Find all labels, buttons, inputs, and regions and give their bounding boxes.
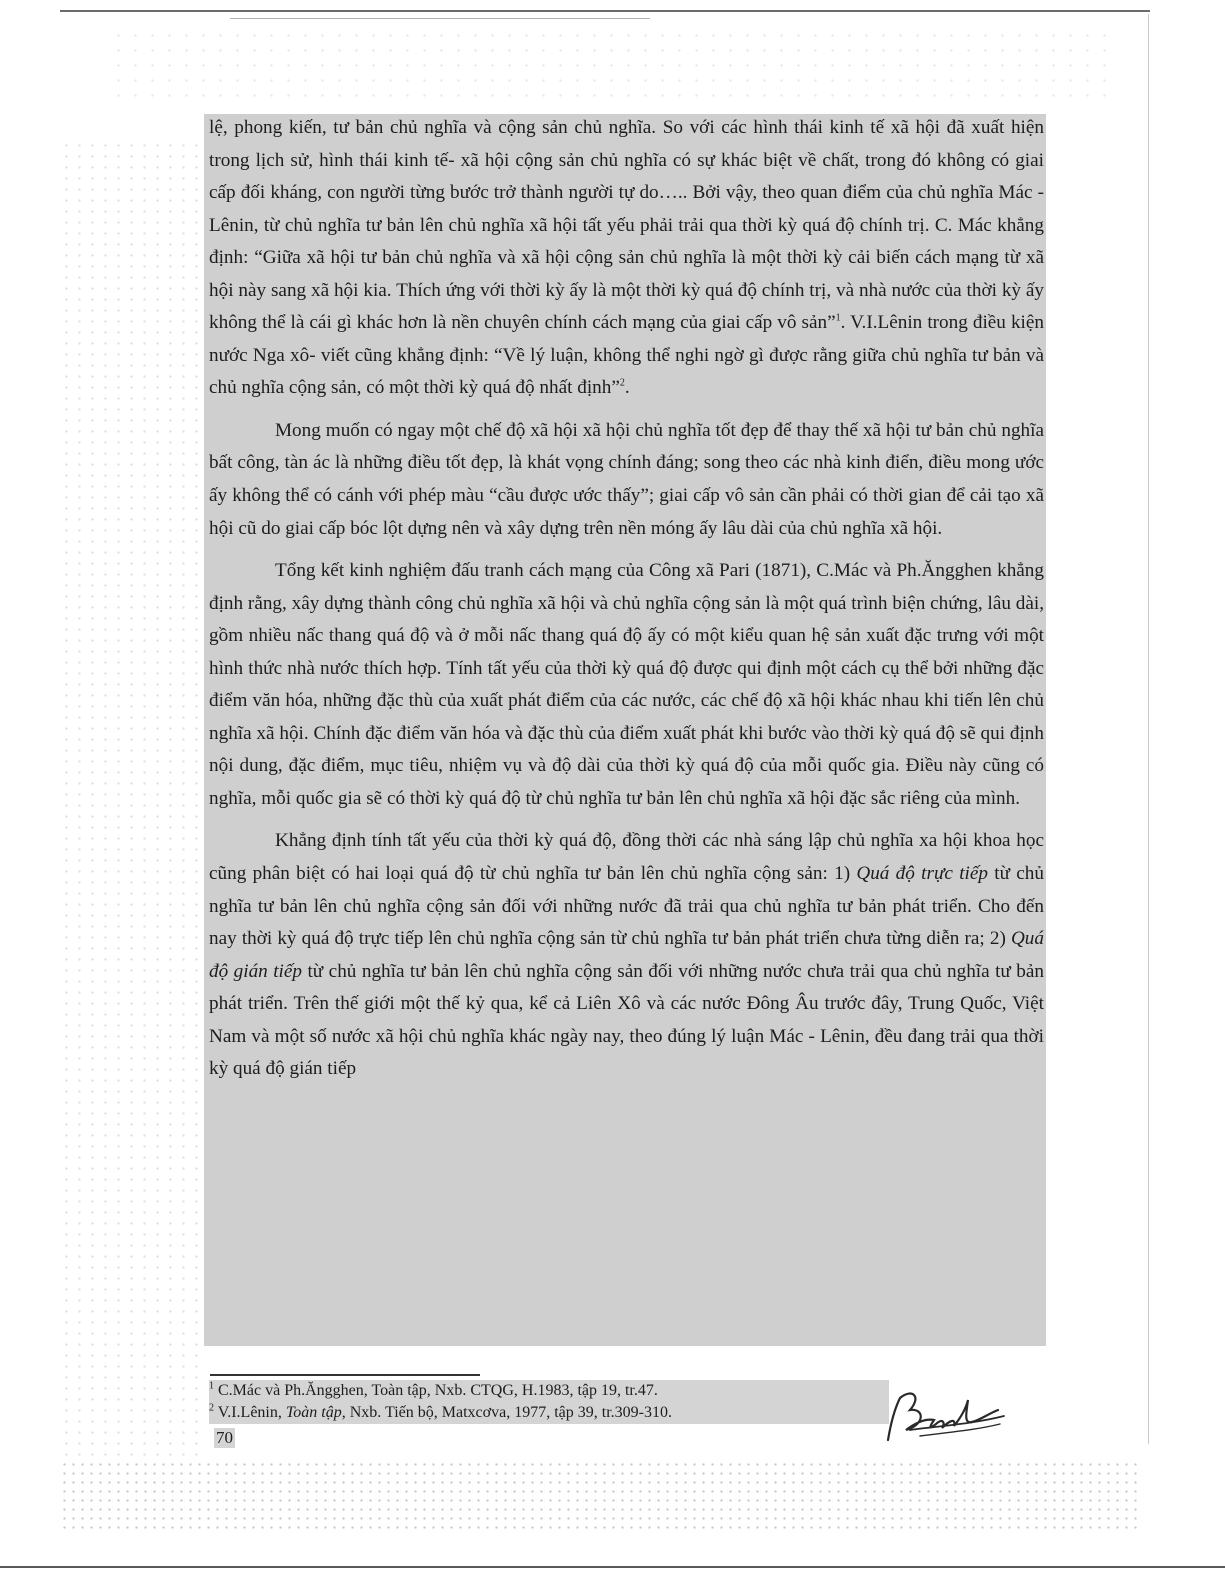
scan-noise-top bbox=[110, 28, 1110, 98]
paragraph-1-text-cont: . V.I.Lênin trong điều kiện nước Nga xô- viết cũng khẳng định: “Về lý luận, không thể nghi ngờ gì được rằng giữa chủ nghĩa tư bản và chủ nghĩa cộng sản, có một thời kỳ quá độ nhất định” bbox=[209, 312, 1044, 399]
footnote-2-number: 2 bbox=[209, 1402, 214, 1414]
footnote-2-title: Toàn tập bbox=[285, 1404, 342, 1421]
footnote-ref-1[interactable]: 1 bbox=[835, 312, 841, 324]
page-number: 70 bbox=[216, 1428, 233, 1447]
footnote-ref-2[interactable]: 2 bbox=[619, 377, 625, 389]
paragraph-3: Tổng kết kinh nghiệm đấu tranh cách mạng của Công xã Pari (1871), C.Mác và Ph.Ăngghen khẳng định rằng, xây dựng thành công chủ nghĩa xã hội và chủ nghĩa cộng sản là một quá trình biện chứng, lâu dài, gồm nhiều nấc thang quá độ và ở mỗi nấc thang quá độ ấy có một kiểu quan hệ sản xuất đặc trưng với một hình thức nhà nước thích hợp. Tính tất yếu của thời kỳ quá độ được qui định một cách cụ thể bởi những đặc điểm văn hóa, những đặc thù của xuất phát điểm của các nước, các chế độ xã hội khác nhau khi tiến lên chủ nghĩa xã hội. Chính đặc điểm văn hóa và đặc thù của điểm xuất phát khi bước vào thời kỳ quá độ sẽ qui định nội dung, đặc điểm, mục tiêu, nhiệm vụ và độ dài của thời kỳ quá độ của mỗi quốc gia. Điều này cũng có nghĩa, mỗi quốc gia sẽ có thời kỳ quá độ từ chủ nghĩa tư bản lên chủ nghĩa xã hội đặc sắc riêng của mình. bbox=[209, 560, 1044, 809]
term-direct-transition: Quá độ trực tiếp bbox=[856, 863, 988, 885]
paragraph-4-text-cont: từ chủ nghĩa tư bản lên chủ nghĩa cộng sản đối với những nước đã trải qua chủ nghĩa tư bản phát triển. Cho đến nay thời kỳ quá độ trực tiếp lên chủ nghĩa cộng sản từ chủ nghĩa tư bản phát triển chưa từng diễn ra; 2) bbox=[209, 863, 1044, 950]
scan-bottom-edge bbox=[0, 1566, 1225, 1568]
footnote-1 bbox=[209, 1380, 889, 1402]
scan-top-edge-faint bbox=[230, 18, 650, 19]
paragraph-1-end: . bbox=[624, 377, 630, 399]
footnote-2-author: V.I.Lênin, bbox=[217, 1404, 286, 1421]
footnote-1-text: C.Mác và Ph.Ăngghen, Toàn tập, Nxb. CTQG, H.1983, tập 19, tr.47. bbox=[218, 1382, 658, 1399]
handwritten-signature bbox=[880, 1380, 1010, 1450]
scan-noise-bottom bbox=[60, 1460, 1140, 1530]
footnote-2 bbox=[209, 1402, 889, 1424]
paragraph-4-text: Khẳng định tính tất yếu của thời kỳ quá độ, đồng thời các nhà sáng lập chủ nghĩa xa hội khoa học cũng phân biệt có hai loại quá độ từ chủ nghĩa tư bản lên chủ nghĩa cộng sản: 1) bbox=[209, 830, 1044, 885]
footnote-separator bbox=[210, 1374, 480, 1376]
footnotes bbox=[209, 1380, 889, 1424]
paragraph-1 bbox=[209, 112, 1044, 405]
paragraph-2: Mong muốn có ngay một chế độ xã hội xã hội chủ nghĩa tốt đẹp để thay thế xã hội tư bản chủ nghĩa bất công, tàn ác là những điều tốt đẹp, là khát vọng chính đáng; song theo các nhà kinh điển, điều mong ước ấy không thể có cánh với phép màu “cầu được ước thấy”; giai cấp vô sản cần phải có thời gian để cải tạo xã hội cũ do giai cấp bóc lột dựng nên và xây dựng trên nền móng ấy lâu dài của chủ nghĩa xã hội. bbox=[209, 419, 1044, 539]
paragraph-4 bbox=[209, 825, 1044, 1085]
scan-noise-left bbox=[60, 140, 200, 1460]
scan-right-edge bbox=[1148, 14, 1149, 1444]
footnote-1-number: 1 bbox=[209, 1380, 214, 1392]
paragraph-4-text-end: từ chủ nghĩa tư bản lên chủ nghĩa cộng sản đối với những nước chưa trải qua chủ nghĩa tư bản phát triển. Trên thế giới một thế kỷ qua, kể cả Liên Xô và các nước Đông Âu trước đây, Trung Quốc, Việt Nam và một số nước xã hội chủ nghĩa khác ngày nay, theo đúng lý luận Mác - Lênin, đều đang trải qua thời kỳ quá độ gián tiếp bbox=[209, 960, 1045, 1080]
footnote-2-details: , Nxb. Tiến bộ, Matxcơva, 1977, tập 39, tr.309-310. bbox=[341, 1404, 672, 1421]
term-indirect-transition: Quá độ gián tiếp bbox=[209, 928, 1044, 982]
body-text bbox=[209, 112, 1044, 1086]
paragraph-1-text: lệ, phong kiến, tư bản chủ nghĩa và cộng sản chủ nghĩa. So với các hình thái kinh tế xã hội đã xuất hiện trong lịch sử, hình thái kinh tế- xã hội cộng sản chủ nghĩa có sự khác biệt về chất, trong đó không có giai cấp đối kháng, con người từng bước trở thành người tự do….. Bởi vậy, theo quan điểm của chủ nghĩa Mác - Lênin, từ chủ nghĩa tư bản lên chủ nghĩa xã hội tất yếu phải trải qua thời kỳ quá độ chính trị. C. Mác khẳng định: “Giữa xã hội tư bản chủ nghĩa và xã hội cộng sản chủ nghĩa là một thời kỳ cải biến cách mạng từ xã hội này sang xã hội kia. Thích ứng với thời kỳ ấy là một thời kỳ quá độ chính trị, và nhà nước của thời kỳ ấy không thể là cái gì khác hơn là nền chuyên chính cách mạng của giai cấp vô sản” bbox=[209, 117, 1044, 334]
scan-top-edge bbox=[60, 10, 1150, 12]
